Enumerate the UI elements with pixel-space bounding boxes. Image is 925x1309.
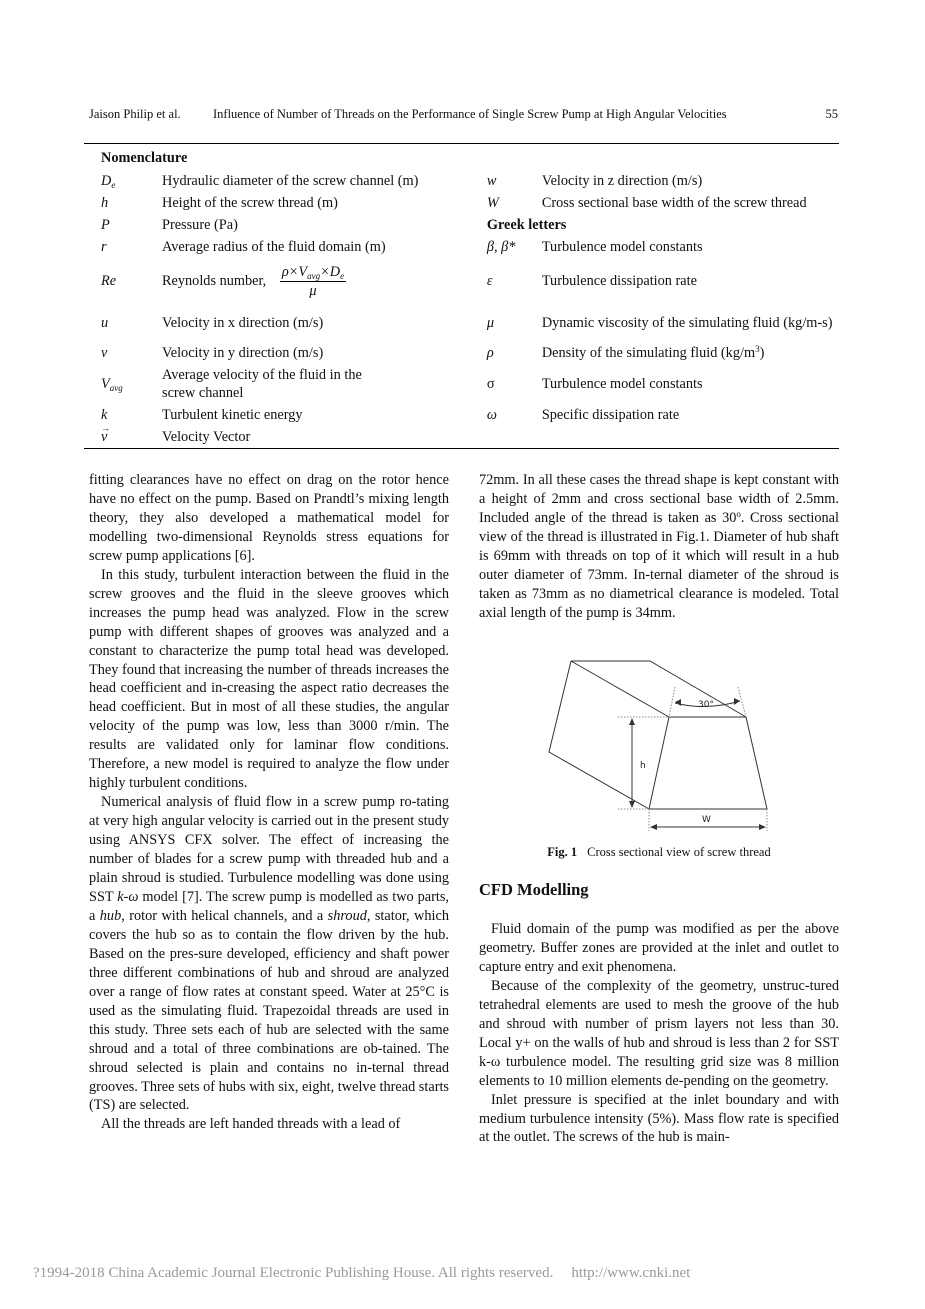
definition: Velocity in x direction (m/s) bbox=[162, 314, 324, 331]
paragraph: Fluid domain of the pump was modified as per the above geometry. Buffer zones are provided at the inlet and outlet to capture entry and exit phenomena. bbox=[479, 921, 839, 975]
nomenclature-row bbox=[101, 214, 475, 236]
paragraph: Because of the complexity of the geometry, unstruc-tured tetrahedral elements are used to mesh the groove of the hub and shroud with number of prism layers not less than 30. Local y+ on the walls of hub and shroud is less than 2 for SST k-ω turbulence model. The resulting grid size was 8 million elements to 10 million elements de-pending on the geometry. bbox=[479, 977, 839, 1089]
definition: Turbulent kinetic energy bbox=[162, 406, 303, 423]
publisher-url: http://www.cnki.net bbox=[571, 1265, 691, 1281]
nomenclature-row bbox=[101, 364, 475, 404]
symbol: ω bbox=[486, 406, 497, 423]
paragraph: fitting clearances have no effect on drag on the rotor hence have no effect on the pump. Based on Prandtl’s mixing length theory, they also developed a mathematical model for modelling two-dimensional Reynolds stress equations for screw pump applications [6]. bbox=[89, 472, 449, 564]
definition: Turbulence model constants bbox=[541, 376, 703, 392]
symbol: h bbox=[101, 194, 109, 211]
nomenclature-row bbox=[101, 236, 475, 258]
nomenclature-row bbox=[487, 364, 839, 404]
definition: Density of the simulating fluid $(kg/m^3)$ bbox=[541, 343, 765, 361]
symbol: μ bbox=[486, 315, 495, 331]
symbol: Re bbox=[101, 272, 117, 289]
reynolds-formula: $\frac{\rho\times V_{avg}\times D_e}{\mu}$ bbox=[281, 263, 345, 299]
left-column-text bbox=[89, 471, 449, 1134]
symbol: W bbox=[486, 194, 499, 211]
nomenclature-row bbox=[487, 236, 839, 258]
paragraph: All the threads are left handed threads with a lead of bbox=[101, 1116, 401, 1133]
nomenclature-heading: Nomenclature bbox=[101, 150, 188, 166]
definition: Reynolds number, $\frac{\rho\times V_{avg}\times D_e}{\mu}$ bbox=[162, 263, 345, 299]
symbol: σ bbox=[486, 376, 495, 392]
vector-arrow-icon: → v bbox=[101, 427, 107, 448]
symbol bbox=[101, 427, 162, 448]
paragraph: Inlet pressure is specified at the inlet boundary and with medium turbulence intensity (5%). Mass flow rate is specified at the outlet. The screws of the hub is main- bbox=[479, 1091, 839, 1146]
paragraph: Numerical analysis of fluid flow in a screw pump ro-tating at very high angular velocity is carried out in the present study using ANSYS CFX solver. The effect of increasing the number of blades for a screw pump with threaded hub and a plain shroud is studied. Turbulence modelling was done using SST k-ω model [7]. The screw pump is modelled as two parts, a hub, rotor with helical channels, and a shroud, stator, which covers the hub so as to contain the flow driven by the hub. Based on the pres-sure developed, efficiency and shaft power three different combinations of hub and shroud are analyzed over a range of flow rates at constant speed. Water at 25°C is used as the simulating fluid. Trapezoidal threads are used in this study. Three sets each of hub are selected with the same shroud and a total of three combinations are ob-tained. The shroud selected is plain and contains no in-ternal thread grooves. Three sets of hubs with six, eight, twelve thread starts (TS) are selected. bbox=[89, 794, 449, 1114]
nomenclature-row bbox=[487, 404, 839, 426]
nomenclature-row bbox=[101, 342, 475, 364]
page-number: 55 bbox=[825, 107, 838, 121]
paragraph: In this study, turbulent interaction between the fluid in the screw grooves and the fluid in the sleeve grooves which increases the pump head was analyzed. Flow in the screw pump with different shapes of grooves was analyzed and a constant to characterize the pump total head was developed. They found that increasing the number of threads increases the head coefficient and in-creasing the aspect ratio decreases the head coefficient. But in most of all these studies, the angular velocity of the pump was low, less than 3000 r/min. The results are validated only for laminar flow conditions. Therefore, a new model is required to analyze the flow under highly turbulent conditions. bbox=[89, 566, 449, 792]
angle-label: 30° bbox=[698, 700, 714, 710]
running-head bbox=[89, 107, 838, 122]
symbol: w bbox=[486, 172, 497, 189]
definition: Turbulence model constants bbox=[541, 238, 703, 255]
symbol: $D_e$ bbox=[101, 172, 116, 190]
definition: Height of the screw thread (m) bbox=[162, 194, 338, 211]
definition: Velocity Vector bbox=[162, 428, 251, 445]
nomenclature-row bbox=[101, 258, 475, 304]
symbol: ρ bbox=[486, 344, 494, 361]
cfd-section-text bbox=[479, 920, 839, 1147]
running-head-authors: Jaison Philip et al. bbox=[89, 107, 181, 121]
symbol: β, β* bbox=[486, 238, 516, 255]
symbol: v bbox=[101, 344, 108, 361]
symbol: P bbox=[101, 216, 110, 233]
symbol: ε bbox=[486, 272, 493, 289]
thread-diagram-icon bbox=[530, 655, 790, 835]
figure-label: Fig. 1 bbox=[547, 845, 578, 859]
height-label: h bbox=[640, 761, 646, 771]
figure-thread-cross-section bbox=[530, 655, 790, 835]
copyright-text: ?1994-2018 China Academic Journal Electronic Publishing House. All rights reserved. bbox=[33, 1265, 554, 1281]
copyright-footer bbox=[33, 1265, 690, 1282]
nomenclature-row bbox=[101, 304, 475, 342]
symbol: $V_{avg}$ bbox=[101, 376, 123, 393]
right-column-text bbox=[479, 471, 839, 623]
nomenclature-row bbox=[487, 258, 839, 304]
figure-caption bbox=[479, 845, 839, 860]
nomenclature-row bbox=[101, 192, 475, 214]
definition: Average radius of the fluid domain (m) bbox=[162, 238, 386, 255]
nomenclature-row bbox=[487, 170, 839, 192]
paragraph: 72mm. In all these cases the thread shape is kept constant with a height of 2mm and cross sectional base width of 2.5mm. Included angle of the thread is taken as 30$^o$. Cross sectional view of the thread is illustrated in Fig.1. Diameter of hub shaft is 69mm with threads on top of it which will result in a hub outer diameter of 73mm. In-ternal diameter of the shroud is taken as 73mm as no diametrical clearance is modeled. Total axial length of the pump is 34mm. bbox=[479, 472, 839, 621]
nomenclature-row bbox=[101, 426, 475, 448]
section-heading-cfd-modelling: CFD Modelling bbox=[479, 880, 589, 899]
definition: Velocity in y direction (m/s) bbox=[162, 344, 324, 361]
definition: Average velocity of the fluid in the screw channel bbox=[162, 367, 362, 401]
nomenclature-right-column bbox=[475, 148, 839, 448]
definition: Velocity in z direction (m/s) bbox=[541, 172, 703, 189]
width-label: W bbox=[702, 815, 711, 825]
definition: Cross sectional base width of the screw thread bbox=[541, 194, 807, 211]
nomenclature-row bbox=[487, 192, 839, 214]
nomenclature-row bbox=[101, 404, 475, 426]
definition: Turbulence dissipation rate bbox=[541, 272, 697, 289]
definition: Specific dissipation rate bbox=[541, 406, 680, 423]
definition: Pressure (Pa) bbox=[162, 216, 238, 233]
nomenclature-table bbox=[84, 143, 839, 449]
greek-letters-heading: Greek letters bbox=[486, 216, 567, 233]
nomenclature-left-column bbox=[84, 148, 475, 448]
nomenclature-row bbox=[487, 342, 839, 364]
running-head-title: Influence of Number of Threads on the Performance of Single Screw Pump at High Angular Velocities bbox=[213, 107, 727, 121]
figure-caption-text: Cross sectional view of screw thread bbox=[587, 845, 771, 859]
nomenclature-row bbox=[487, 304, 839, 342]
symbol: r bbox=[101, 238, 107, 255]
definition: Hydraulic diameter of the screw channel (m) bbox=[162, 172, 419, 189]
symbol: k bbox=[101, 406, 108, 423]
nomenclature-row bbox=[101, 170, 475, 192]
symbol: u bbox=[101, 314, 109, 331]
definition: Dynamic viscosity of the simulating fluid (kg/m-s) bbox=[541, 315, 833, 331]
